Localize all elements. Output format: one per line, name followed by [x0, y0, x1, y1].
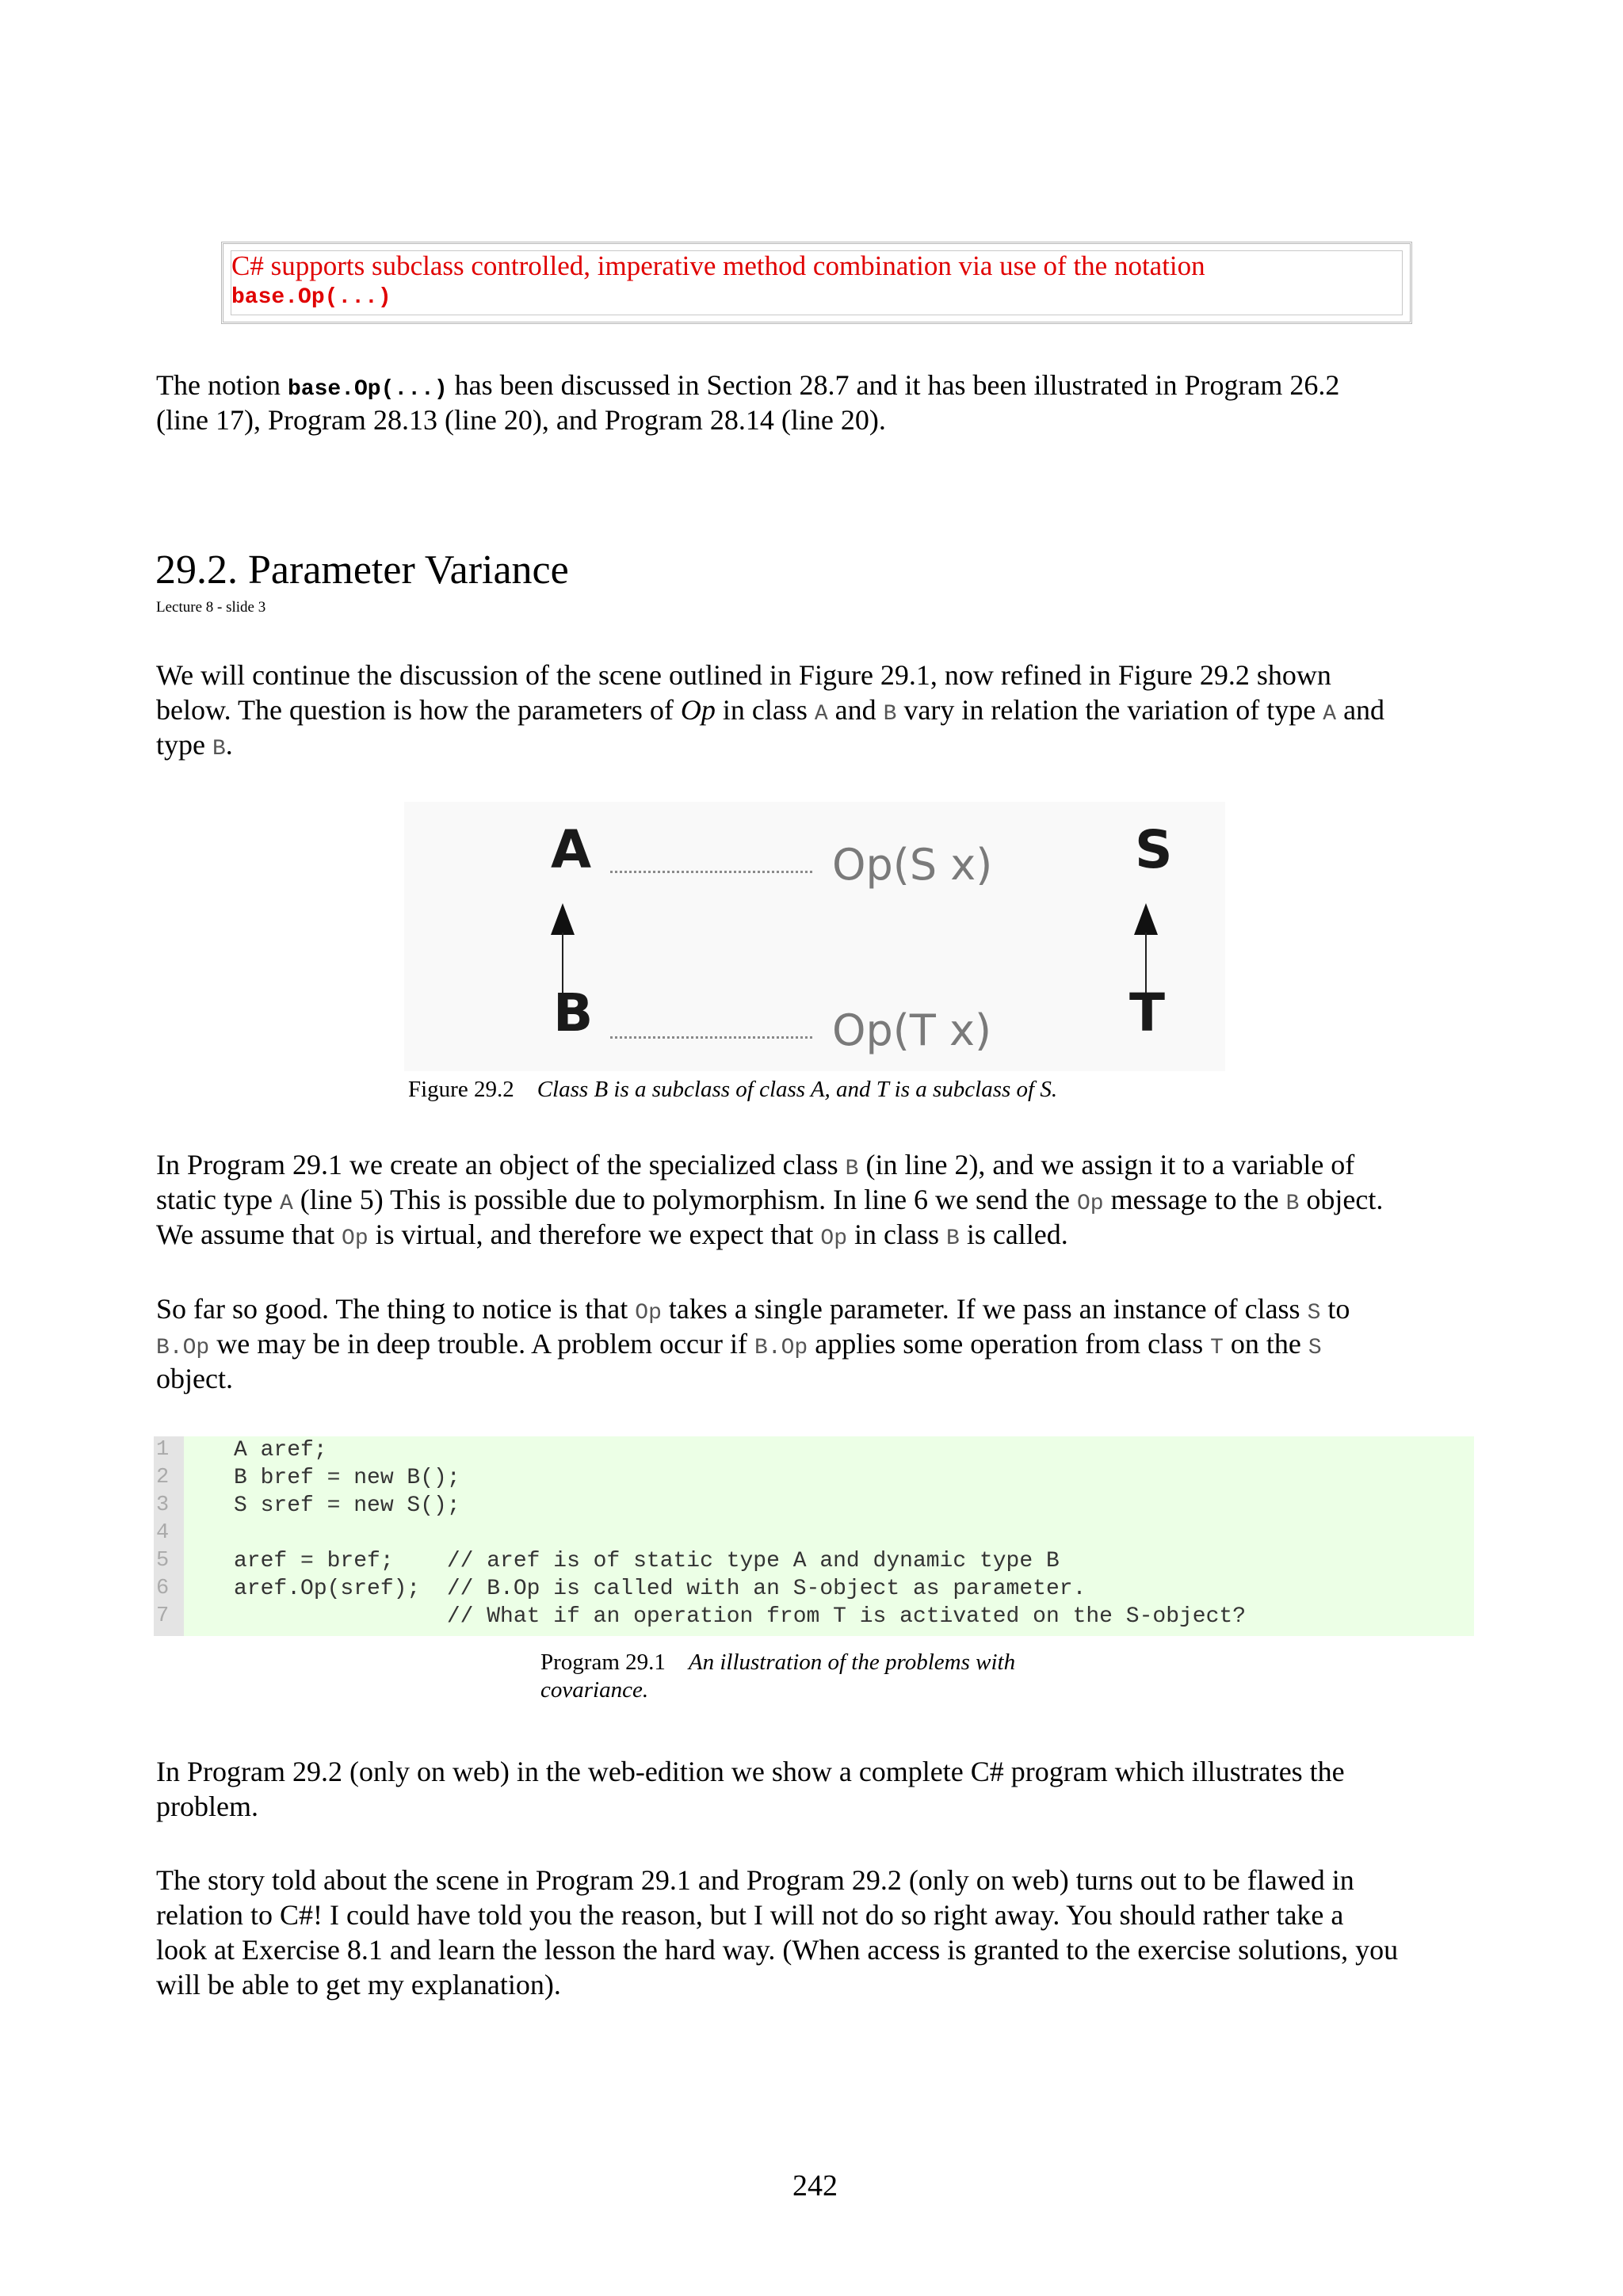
program-caption-line-1: Program 29.1 An illustration of the problems with [540, 1650, 1016, 1675]
paragraph-2-line-2: below. The question is how the parameters of Op in class A and B vary in relation the variation of type A and [156, 694, 1385, 727]
line-number: 5 [156, 1549, 170, 1573]
paragraph-4-line-1: So far so good. The thing to notice is that Op takes a single parameter. If we pass an instance of class S to [156, 1293, 1350, 1325]
code-line: S sref = new S(); [234, 1493, 460, 1518]
section-subtitle: Lecture 8 - slide 3 [156, 599, 266, 616]
page-number: 242 [792, 2169, 838, 2203]
keypoint-text: C# supports subclass controlled, imperative method combination via use of the notation [231, 250, 1205, 281]
line-number: 6 [156, 1577, 170, 1600]
paragraph-1-line-1: The notion base.Op(...) has been discussed in Section 28.7 and it has been illustrated in Program 26.2 [156, 369, 1340, 402]
paragraph-3-line-2: static type A (line 5) This is possible due to polymorphism. In line 6 we send the Op message to the B object. [156, 1184, 1384, 1216]
dotted-connector-bottom [610, 1036, 812, 1039]
paragraph-3-line-3: We assume that Op is virtual, and therefore we expect that Op in class B is called. [156, 1219, 1068, 1251]
paragraph-2-line-1: We will continue the discussion of the scene outlined in Figure 29.1, now refined in Figure 29.2 shown [156, 659, 1331, 691]
paragraph-5-line-1: In Program 29.2 (only on web) in the web-edition we show a complete C# program which illustrates the [156, 1756, 1345, 1787]
paragraph-6-line-4: will be able to get my explanation). [156, 1969, 561, 2000]
section-heading: 29.2. Parameter Variance [155, 547, 569, 593]
paragraph-6-line-2: relation to C#! I could have told you the reason, but I will not do so right away. You should rather take a [156, 1899, 1344, 1931]
arrowhead-t-to-s-icon [1134, 903, 1158, 935]
paragraph-4-line-3: object. [156, 1363, 233, 1394]
figure-label-s: S [1135, 819, 1173, 880]
paragraph-3-line-1: In Program 29.1 we create an object of the specialized class B (in line 2), and we assign it to a variable of [156, 1149, 1355, 1181]
dotted-connector-top [610, 871, 812, 873]
paragraph-5-line-2: problem. [156, 1791, 258, 1822]
keypoint-code: base.Op(...) [231, 285, 391, 310]
code-line: // What if an operation from T is activated on the S-object? [234, 1604, 1247, 1629]
line-number: 2 [156, 1466, 170, 1489]
figure-caption: Figure 29.2 Class B is a subclass of class A, and T is a subclass of S. [408, 1077, 1058, 1102]
arrowhead-b-to-a-icon [551, 903, 575, 935]
figure-label-a: A [551, 819, 592, 880]
code-line: A aref; [234, 1438, 327, 1463]
figure-op-bottom: Op(T x) [832, 1005, 992, 1055]
paragraph-2-line-3: type B. [156, 729, 233, 761]
figure-op-top: Op(S x) [832, 840, 993, 890]
line-number: 1 [156, 1438, 170, 1462]
figure-label-b: B [553, 982, 594, 1043]
program-caption-line-2: covariance. [540, 1677, 649, 1703]
line-number: 7 [156, 1604, 170, 1628]
inline-code: base.Op(...) [287, 377, 448, 402]
line-number: 4 [156, 1521, 170, 1545]
figure-29-2 [404, 802, 1225, 1071]
paragraph-6-line-1: The story told about the scene in Program 29.1 and Program 29.2 (only on web) turns out to be flawed in [156, 1864, 1354, 1896]
keypoint-box [221, 242, 1412, 324]
line-number: 3 [156, 1493, 170, 1517]
code-line: aref.Op(sref); // B.Op is called with an S-object as parameter. [234, 1577, 1086, 1601]
figure-label-t: T [1129, 982, 1166, 1043]
paragraph-1-line-2: (line 17), Program 28.13 (line 20), and Program 28.14 (line 20). [156, 404, 886, 436]
code-line: aref = bref; // aref is of static type A and dynamic type B [234, 1549, 1060, 1573]
paragraph-6-line-3: look at Exercise 8.1 and learn the lesson the hard way. (When access is granted to the exercise solutions, you [156, 1934, 1399, 1966]
program-listing [154, 1436, 1474, 1636]
code-line: B bref = new B(); [234, 1466, 460, 1490]
paragraph-4-line-2: B.Op we may be in deep trouble. A problem occur if B.Op applies some operation from class T on the S [156, 1328, 1322, 1360]
